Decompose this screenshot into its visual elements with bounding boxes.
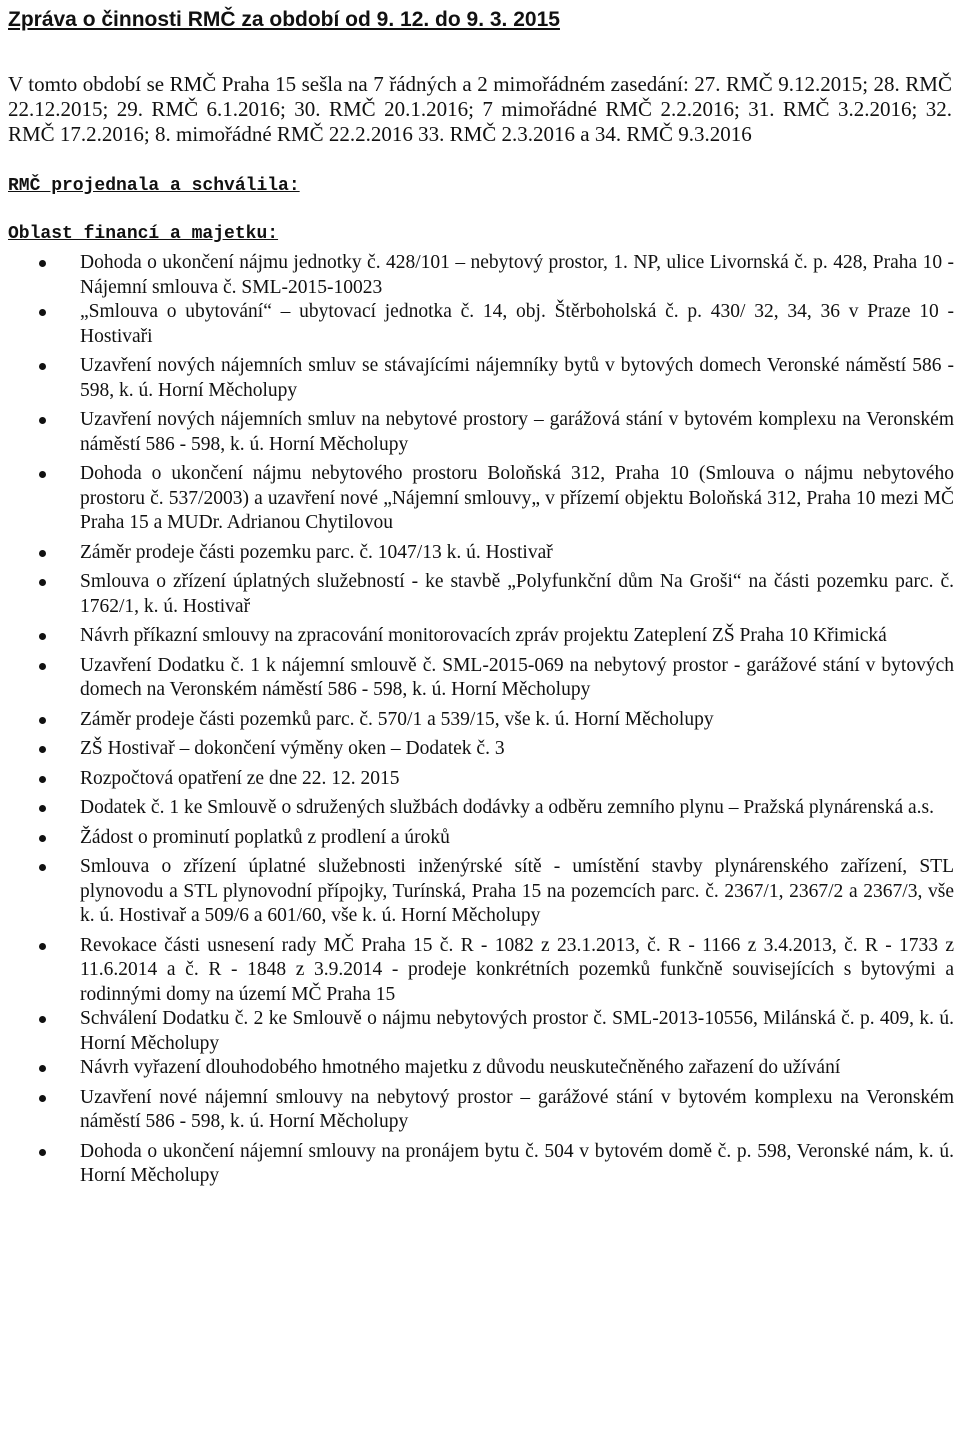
approved-items-list — [8, 251, 954, 1189]
list-item-text: „Smlouva o ubytování“ – ubytovací jednotka č. 14, obj. Štěrboholská č. p. 430/ 32, 34, 36 v Praze 10 - Hostivaři — [80, 301, 954, 347]
bullet-icon — [39, 776, 46, 783]
bullet-icon — [39, 633, 46, 640]
bullet-icon — [39, 1095, 46, 1102]
bullet-icon — [39, 579, 46, 586]
list-item — [8, 570, 954, 619]
list-item-text: Uzavření Dodatku č. 1 k nájemní smlouvě č. SML-2015-069 na nebytový prostor - garážové stání v bytových domech na Veronském náměstí 586 - 598, k. ú. Horní Měcholupy — [80, 654, 954, 700]
list-item-text: Záměr prodeje části pozemků parc. č. 570/1 a 539/15, vše k. ú. Horní Měcholupy — [80, 708, 714, 730]
list-item — [8, 767, 954, 792]
list-item-text: Dohoda o ukončení nájemní smlouvy na pronájem bytu č. 504 v bytovém domě č. p. 598, Veronské nám, k. ú. Horní Měcholupy — [80, 1140, 954, 1186]
list-item-text: Smlouva o zřízení úplatné služebnosti inženýrské sítě - umístění stavby plynárenského zařízení, STL plynovodu a STL plynovodní přípojky, Turínská, Praha 15 na pozemcích parc. č. 2367/1, 2367/2 a 2367/3, vše k. ú. Hostivař a 509/6 a 601/60, vše k. ú. Horní Měcholupy — [80, 856, 954, 926]
bullet-icon — [39, 805, 46, 812]
list-item-text: Dohoda o ukončení nájmu jednotky č. 428/101 – nebytový prostor, 1. NP, ulice Livornská č. p. 428, Praha 10 - Nájemní smlouva č. SML-2015-10023 — [80, 252, 954, 298]
list-item-text: Návrh příkazní smlouvy na zpracování monitorovacích zpráv projektu Zateplení ZŠ Praha 10 Křimická — [80, 625, 887, 646]
bullet-icon — [39, 746, 46, 753]
list-item — [8, 654, 954, 703]
bullet-icon — [39, 260, 46, 267]
list-item — [8, 1140, 954, 1189]
list-item-text: ZŠ Hostivař – dokončení výměny oken – Dodatek č. 3 — [80, 738, 505, 759]
bullet-icon — [39, 835, 46, 842]
list-item-text: Dodatek č. 1 ke Smlouvě o sdružených službách dodávky a odběru zemního plynu – Pražská plynárenská a.s. — [80, 797, 934, 818]
list-item-text: Dohoda o ukončení nájmu nebytového prostoru Boloňská 312, Praha 10 (Smlouva o nájmu nebytového prostoru č. 537/2003) a uzavření nové „Nájemní smlouvy„ v přízemí objektu Boloňská 312, Praha 10 mezi MČ Praha 15 a MUDr. Adrianou Chytilovou — [80, 463, 954, 533]
bullet-icon — [39, 1149, 46, 1156]
bullet-icon — [39, 717, 46, 724]
bullet-icon — [39, 943, 46, 950]
list-item-text: Rozpočtová opatření ze dne 22. 12. 2015 — [80, 767, 400, 789]
list-item — [8, 796, 954, 821]
document-title: Zpráva o činnosti RMČ za období od 9. 12. do 9. 3. 2015 — [8, 8, 560, 31]
approved-heading: RMČ projednala a schválila: — [8, 176, 300, 196]
list-item-text: Uzavření nových nájemních smluv na nebytové prostory – garážová stání v bytovém komplexu na Veronském náměstí 586 - 598, k. ú. Horní Měcholupy — [80, 409, 954, 455]
list-item-text: Žádost o prominutí poplatků z prodlení a úroků — [80, 826, 450, 848]
list-item — [8, 251, 954, 300]
bullet-icon — [39, 864, 46, 871]
bullet-icon — [39, 550, 46, 557]
list-item — [8, 855, 954, 929]
list-item-text: Uzavření nových nájemních smluv se stávajícími nájemníky bytů v bytových domech Veronské náměstí 586 - 598, k. ú. Horní Měcholupy — [80, 355, 954, 401]
list-item — [8, 354, 954, 403]
list-item — [8, 1007, 954, 1056]
bullet-icon — [39, 663, 46, 670]
list-item — [8, 1056, 954, 1081]
bullet-icon — [39, 363, 46, 370]
list-item — [8, 1086, 954, 1135]
bullet-icon — [39, 1016, 46, 1023]
list-item — [8, 826, 954, 851]
list-item — [8, 462, 954, 536]
bullet-icon — [39, 309, 46, 316]
list-item — [8, 541, 954, 566]
list-item — [8, 624, 954, 649]
list-item-text: Revokace části usnesení rady MČ Praha 15 č. R - 1082 z 23.1.2013, č. R - 1166 z 3.4.2013, č. R - 1733 z 11.6.2014 a č. R - 1848 z 3.9.2014 - prodeje konkrétních pozemků funkčně souvisejících s bytovými a rodinnými domy na území MČ Praha 15 — [80, 934, 954, 1005]
list-item — [8, 934, 954, 1008]
section-heading-finance: Oblast financí a majetku: — [8, 224, 279, 244]
list-item — [8, 737, 954, 762]
bullet-icon — [39, 1065, 46, 1072]
bullet-icon — [39, 471, 46, 478]
bullet-icon — [39, 417, 46, 424]
list-item — [8, 708, 954, 733]
intro-paragraph: V tomto období se RMČ Praha 15 sešla na 7 řádných a 2 mimořádném zasedání: 27. RMČ 9.12.2015; 28. RMČ 22.12.2015; 29. RMČ 6.1.2016; 30. RMČ 20.1.2016; 7 mimořádné RMČ 2.2.2016; 31. RMČ 3.2.2016; 32. RMČ 17.2.2016; 8. mimořádné RMČ 22.2.2016 33. RMČ 2.3.2016 a 34. RMČ 9.3.2016 — [8, 72, 952, 146]
list-item-text: Uzavření nové nájemní smlouvy na nebytový prostor – garážové stání v bytovém komplexu na Veronském náměstí 586 - 598, k. ú. Horní Měcholupy — [80, 1086, 954, 1132]
list-item-text: Smlouva o zřízení úplatných služebností - ke stavbě „Polyfunkční dům Na Groši“ na části pozemku parc. č. 1762/1, k. ú. Hostivař — [80, 571, 954, 617]
list-item — [8, 300, 954, 349]
list-item-text: Schválení Dodatku č. 2 ke Smlouvě o nájmu nebytových prostor č. SML-2013-10556, Milánská č. p. 409, k. ú. Horní Měcholupy — [80, 1008, 954, 1054]
list-item-text: Záměr prodeje části pozemku parc. č. 1047/13 k. ú. Hostivař — [80, 541, 553, 563]
list-item — [8, 408, 954, 457]
list-item-text: Návrh vyřazení dlouhodobého hmotného majetku z důvodu neuskutečněného zařazení do užívání — [80, 1057, 841, 1078]
